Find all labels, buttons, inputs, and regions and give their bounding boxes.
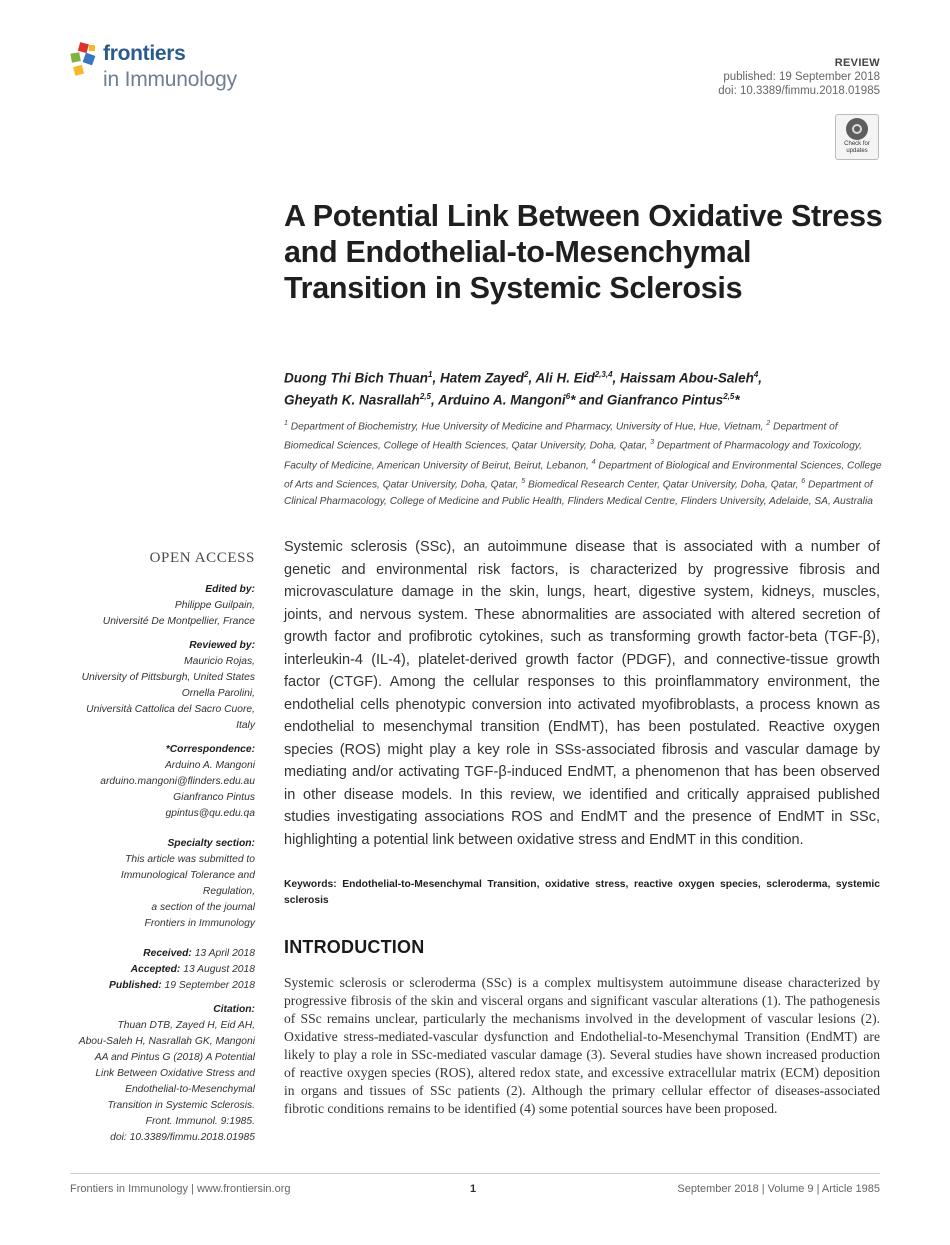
reviewer-line: University of Pittsburgh, United States	[81, 672, 255, 683]
badge-line-1: Check for	[844, 141, 870, 147]
received-value: 13 April 2018	[194, 948, 255, 959]
affiliation-text: Department of Biomedical Sciences, College of Health Sciences, Qatar University, Doha, Qatar,	[284, 421, 838, 452]
affiliation-marker: 3	[650, 439, 655, 447]
reviewer-line: Italy	[236, 720, 255, 731]
author-name[interactable]: Duong Thi Bich Thuan	[284, 370, 428, 386]
citation-label: Citation:	[213, 1004, 255, 1015]
introduction-text: Systemic sclerosis or scleroderma (SSc) is a complex multisystem autoimmune disease characterized by progressive fibrosis of the skin and visceral organs and significant vascular alterations (1). The pathogenesis of SSc remains unclear, particularly the mechanisms involved in the development of vascular lesions (2). Oxidative stress-mediated-vascular dysfunction and Endothelial-to-Mesenchymal Transition (EndMT) are likely to play a role in SSc-mediated vascular damage (3). Several studies have shown increased production of reactive oxygen species (ROS), altered redox state, and excessive extracellular matrix (ECM) deposition in organs and tissues of SSc patients (2). Although the primary cellular effector of diseases-associated fibrotic conditions remains to be identified (4) some potential sources have been proposed.	[284, 975, 880, 1116]
published-date-sidebar	[40, 978, 255, 994]
specialty-line: Immunological Tolerance and	[120, 870, 255, 881]
author-separator: * and	[570, 392, 607, 407]
affiliation-marker: 1	[284, 420, 288, 427]
author-name[interactable]: Gianfranco Pintus	[606, 392, 724, 407]
author-affiliation-marker: 1	[427, 370, 433, 379]
abstract: Systemic sclerosis (SSc), an autoimmune disease that is associated with a number of genetic and environmental risk factors, is characterized by progressive fibrosis and microvasculature damage in the skin, lungs, heart, digestive system, kidneys, muscles, joints, and nervous system. These abnormalities are associated with altered secretion of growth factor and profibrotic cytokines, such as transforming growth factor-beta (TGF-β), interleukin-4 (IL-4), platelet-derived growth factor (PDGF), and connective-tissue growth factor (CTGF). Among the cellular responses to this proinflammatory environment, the endothelial cells phenotypic conversion into activated myofibroblasts, a process known as endothelial to mesenchymal transition (EndMT), has been postulated. Reactive oxygen species (ROS) might play a key role in SSs-associated fibrosis and vascular damage by mediating and/or activating TGF-β-induced EndMT, a phenomenon that has been observed in other disease models. In this review, we identified and critically appraised published studies investigating associations ROS and EndMT and the presence of EndMT in SSc, highlighting a potential link between oxidative stress and EndMT in this condition.	[284, 539, 880, 848]
article-header-info	[718, 56, 880, 98]
author-separator: *	[734, 392, 740, 407]
affiliation-text: Department of Clinical Pharmacology, College of Medicine and Public Health, Flinders Medical Centre, Flinders University, Adelaide, SA, Australia	[284, 479, 873, 507]
citation-line: Link Between Oxidative Stress and	[95, 1068, 255, 1079]
accepted-label: Accepted:	[130, 964, 181, 975]
correspondence-line: Arduino A. Mangoni	[164, 760, 255, 771]
author-separator: ,	[430, 392, 438, 407]
reviewer-line: Ornella Parolini,	[181, 688, 255, 699]
article-title: A Potential Link Between Oxidative Stress and Endothelial-to-Mesenchymal Transition in Systemic Sclerosis	[284, 199, 883, 305]
author-name[interactable]: Gheyath K. Nasrallah	[284, 392, 420, 407]
correspondence-line[interactable]: arduino.mangoni@flinders.edu.au	[100, 776, 255, 787]
affiliation-marker: 2	[766, 420, 771, 427]
editor-line: Université De Montpellier, France	[102, 616, 255, 627]
specialty-line: Regulation,	[202, 886, 255, 897]
open-access-label: OPEN ACCESS	[149, 550, 255, 566]
author-separator: ,	[432, 370, 440, 386]
specialty-line: a section of the journal	[151, 902, 255, 913]
check-for-updates-badge[interactable]	[835, 114, 879, 160]
author-name[interactable]: Ali H. Eid	[535, 370, 595, 386]
received-date	[40, 946, 255, 962]
citation-line: Abou-Saleh H, Nasrallah GK, Mangoni	[78, 1036, 255, 1047]
reviewed-by-list	[40, 654, 255, 734]
affiliation-text: Department of Biochemistry, Hue University of Medicine and Pharmacy, University of Hue, Hue, Vietnam,	[287, 421, 767, 433]
footer-divider	[70, 1173, 880, 1174]
author-separator: ,	[528, 370, 536, 386]
published-label: Published:	[109, 980, 162, 991]
affiliation-marker: 5	[521, 478, 526, 486]
footer-page-number: 1	[470, 1183, 477, 1195]
edited-by-list	[40, 598, 255, 630]
citation-line: Endothelial-to-Mesenchymal	[125, 1084, 255, 1095]
author-separator: ,	[612, 370, 621, 386]
author-affiliation-marker: 2,3,4	[594, 370, 613, 379]
keywords: Keywords: Endothelial-to-Mesenchymal Transition, oxidative stress, reactive oxygen species, scleroderma, systemic sclerosis	[284, 879, 880, 906]
frontiers-logo-icon	[70, 42, 100, 78]
article-type: REVIEW	[834, 57, 880, 69]
journal-logo	[70, 40, 270, 96]
received-label: Received:	[143, 948, 192, 959]
published-date: published: 19 September 2018	[723, 71, 880, 83]
affiliation-text: Biomedical Research Center, Qatar University, Doha, Qatar,	[525, 479, 802, 491]
correspondence-line[interactable]: gpintus@qu.edu.qa	[165, 808, 255, 819]
check-for-updates-icon	[846, 118, 868, 140]
footer-issue-info: September 2018 | Volume 9 | Article 1985	[677, 1183, 880, 1195]
affiliations	[284, 416, 884, 510]
affiliation-text: Department of Biological and Environmental Sciences, College of Arts and Sciences, Qatar University, Doha, Qatar,	[284, 460, 882, 491]
affiliation-text: Department of Pharmacology and Toxicology, Faculty of Medicine, American University of Beirut, Beirut, Lebanon,	[284, 440, 862, 472]
affiliation-marker: 4	[591, 458, 596, 466]
author-affiliation-marker: 2,5	[723, 391, 735, 401]
logo-name: frontiers	[103, 42, 186, 65]
citation-line: Thuan DTB, Zayed H, Eid AH,	[117, 1020, 255, 1031]
specialty-line: This article was submitted to	[125, 854, 255, 865]
author-name[interactable]: Hatem Zayed	[439, 370, 524, 386]
affiliation-marker: 6	[801, 478, 806, 486]
edited-by-label: Edited by:	[205, 584, 255, 595]
author-separator: ,	[758, 370, 763, 386]
correspondence-list	[40, 758, 255, 822]
reviewed-by-label: Reviewed by:	[189, 640, 255, 651]
specialty-label: Specialty section:	[167, 838, 255, 849]
author-name[interactable]: Arduino A. Mangoni	[437, 392, 566, 407]
citation-list	[40, 1018, 255, 1146]
author-affiliation-marker: 2	[524, 370, 529, 379]
section-heading-introduction: INTRODUCTION	[284, 937, 425, 957]
author-affiliation-marker: 6	[565, 391, 571, 401]
reviewer-line: Mauricio Rojas,	[184, 656, 255, 667]
badge-line-2: updates	[846, 148, 868, 154]
correspondence-label: *Correspondence:	[165, 744, 255, 755]
footer-journal-link[interactable]: Frontiers in Immunology | www.frontiersin.org	[70, 1183, 291, 1195]
specialty-line: Frontiers in Immunology	[144, 918, 255, 929]
article-doi[interactable]: doi: 10.3389/fimmu.2018.01985	[718, 85, 880, 97]
author-list	[284, 366, 884, 409]
citation-line: AA and Pintus G (2018) A Potential	[94, 1052, 255, 1063]
published-value: 19 September 2018	[164, 980, 255, 991]
article-sidebar	[40, 550, 255, 1146]
reviewer-line: Università Cattolica del Sacro Cuore,	[86, 704, 255, 715]
citation-line: doi: 10.3389/fimmu.2018.01985	[110, 1132, 255, 1143]
author-name[interactable]: Haissam Abou-Saleh	[620, 370, 754, 386]
correspondence-line: Gianfranco Pintus	[173, 792, 255, 803]
specialty-list	[40, 852, 255, 932]
logo-journal: in Immunology	[103, 68, 237, 91]
editor-line: Philippe Guilpain,	[174, 600, 255, 611]
citation-line: Front. Immunol. 9:1985.	[145, 1116, 255, 1127]
accepted-value: 13 August 2018	[183, 964, 255, 975]
citation-line: Transition in Systemic Sclerosis.	[107, 1100, 255, 1111]
author-affiliation-marker: 2,5	[419, 391, 431, 401]
author-affiliation-marker: 4	[753, 370, 759, 379]
accepted-date	[40, 962, 255, 978]
